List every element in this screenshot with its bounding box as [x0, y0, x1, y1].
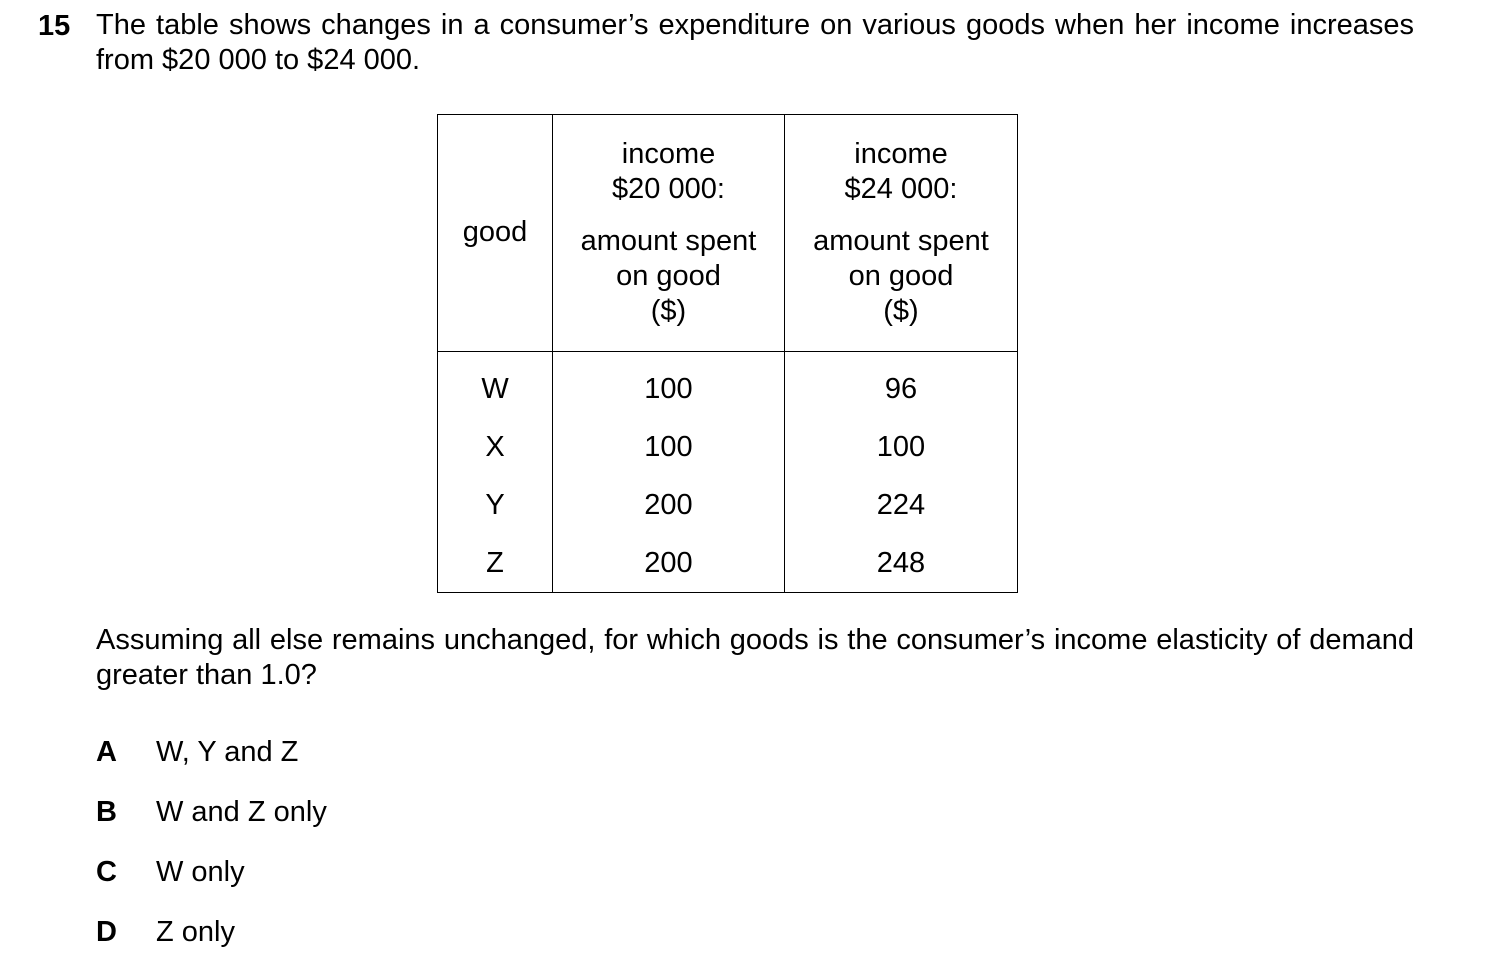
table-row — [438, 476, 1018, 534]
cell-income-24000: 100 — [785, 418, 1018, 476]
option-d-letter: D — [96, 916, 117, 948]
header-income-20000-line1: income — [621, 138, 716, 170]
table-row — [438, 534, 1018, 593]
expenditure-table-grid — [437, 114, 1018, 593]
table-row — [438, 352, 1018, 419]
table-header-row — [438, 115, 1018, 352]
question-prompt: Assuming all else remains unchanged, for which goods is the consumer’s income elasticity of demand greater than 1.0? — [96, 624, 1414, 691]
option-c[interactable] — [96, 842, 327, 902]
header-amount-spent-1-line2: on good — [616, 260, 721, 292]
header-income-24000-line1: income — [854, 138, 948, 170]
option-a-text: W, Y and Z — [156, 736, 299, 768]
header-amount-spent-1-line3: ($) — [650, 295, 687, 327]
option-c-text: W only — [156, 856, 245, 888]
option-b[interactable] — [96, 782, 327, 842]
option-a-letter: A — [96, 736, 117, 768]
cell-income-24000: 248 — [785, 534, 1018, 593]
cell-income-20000: 200 — [553, 534, 785, 593]
cell-income-20000: 100 — [553, 352, 785, 419]
cell-good: Y — [438, 476, 553, 534]
header-amount-spent-2-line1: amount spent — [813, 225, 989, 257]
header-income-20000 — [553, 115, 785, 352]
cell-good: Z — [438, 534, 553, 593]
option-b-text: W and Z only — [156, 796, 327, 828]
header-income-24000 — [785, 115, 1018, 352]
option-a[interactable] — [96, 722, 327, 782]
option-d[interactable] — [96, 902, 327, 962]
question-stem: The table shows changes in a consumer’s expenditure on various goods when her income increases from $20 000 to $24 000. — [96, 9, 1414, 76]
option-d-text: Z only — [156, 916, 235, 948]
cell-income-20000: 200 — [553, 476, 785, 534]
header-good: good — [438, 115, 553, 352]
expenditure-table — [437, 114, 1017, 588]
table-row — [438, 418, 1018, 476]
cell-good: X — [438, 418, 553, 476]
cell-good: W — [438, 352, 553, 419]
cell-income-20000: 100 — [553, 418, 785, 476]
option-c-letter: C — [96, 856, 117, 888]
question-number: 15 — [38, 10, 71, 42]
header-amount-spent-2-line3: ($) — [883, 295, 919, 327]
header-income-24000-line2: $24 000: — [844, 173, 958, 205]
header-income-20000-line2: $20 000: — [612, 173, 725, 205]
header-amount-spent-1-line1: amount spent — [580, 225, 757, 257]
header-amount-spent-2-line2: on good — [848, 260, 954, 292]
cell-income-24000: 224 — [785, 476, 1018, 534]
option-b-letter: B — [96, 796, 117, 828]
answer-options — [96, 722, 327, 962]
cell-income-24000: 96 — [785, 352, 1018, 419]
